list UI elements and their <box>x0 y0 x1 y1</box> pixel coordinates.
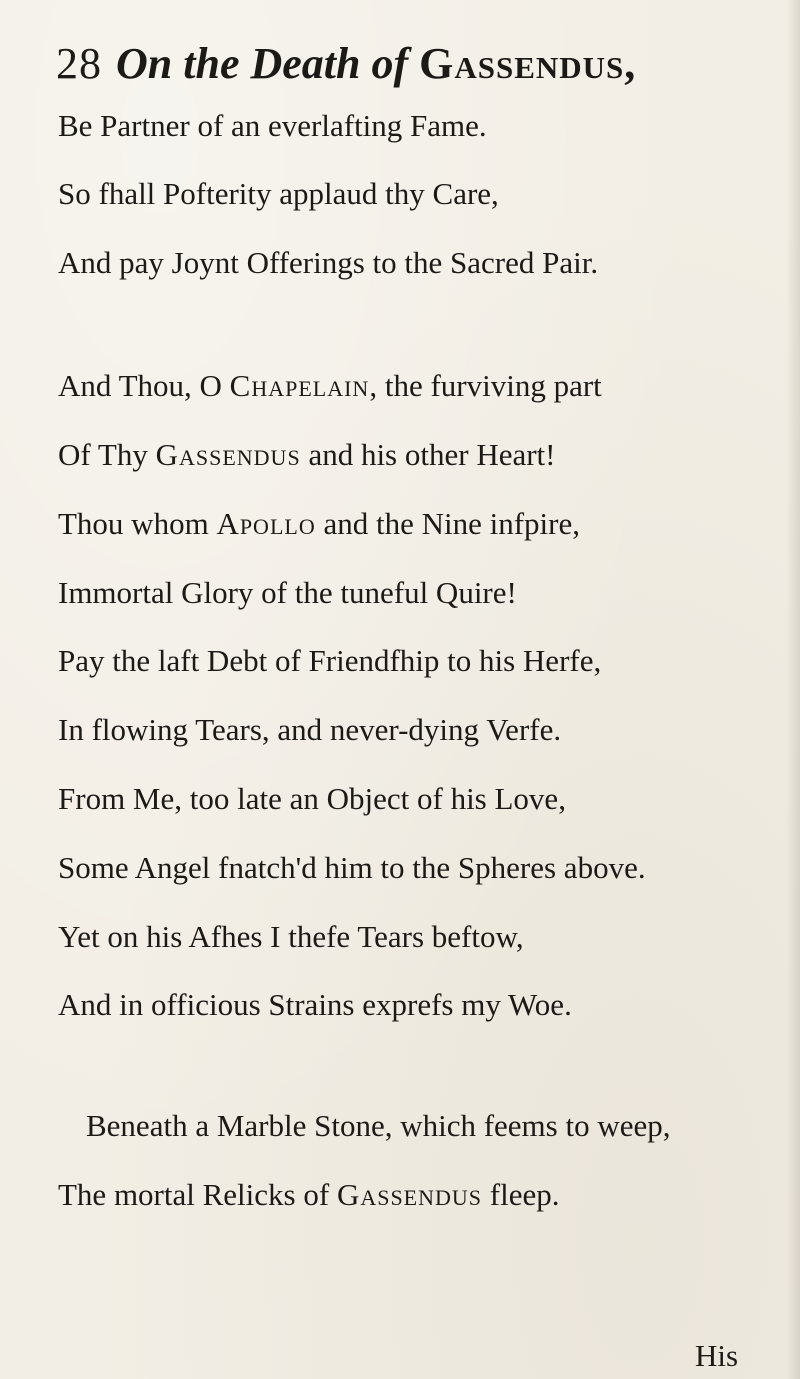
name-apollo: Apollo <box>216 506 316 541</box>
running-title-italic: On the Death of <box>116 39 409 88</box>
verse-line: And pay Joynt Offerings to the Sacred Pair. <box>58 245 599 280</box>
name-chapelain: Chapelain <box>229 368 370 403</box>
verse-line: Immortal Glory of the tuneful Quire! <box>58 575 517 610</box>
verse-line: Beneath a Marble Stone, which feems to weep, <box>86 1108 671 1143</box>
name-gassendus: Gassendus <box>155 437 301 472</box>
verse-line: Some Angel fnatch'd him to the Spheres above. <box>58 850 646 885</box>
running-title <box>116 38 636 89</box>
catchword: His <box>695 1338 739 1373</box>
name-gassendus: Gassendus <box>336 1177 483 1212</box>
page-number: 28 <box>56 39 102 88</box>
page-edge-shadow <box>786 0 800 1379</box>
verse-line: From Me, too late an Object of his Love, <box>58 781 566 816</box>
running-title-name: Gassendus, <box>419 39 637 88</box>
verse-line: In flowing Tears, and never-dying Verfe. <box>58 712 562 747</box>
verse-line: Be Partner of an everlafting Fame. <box>58 108 487 143</box>
page-header <box>56 38 776 98</box>
verse-line: And Thou, O Chapelain, the furviving part <box>58 368 602 403</box>
verse-line: Thou whom Apollo and the Nine infpire, <box>58 506 580 541</box>
verse-line: Pay the laft Debt of Friendfhip to his Herfe, <box>58 643 602 678</box>
verse-line: Yet on his Afhes I thefe Tears beftow, <box>58 919 524 954</box>
verse-line: So fhall Pofterity applaud thy Care, <box>58 176 499 211</box>
verse-line: And in officious Strains exprefs my Woe. <box>58 987 572 1022</box>
verse-line: Of Thy Gassendus and his other Heart! <box>58 437 556 472</box>
verse-line: The mortal Relicks of Gassendus fleep. <box>58 1177 560 1212</box>
